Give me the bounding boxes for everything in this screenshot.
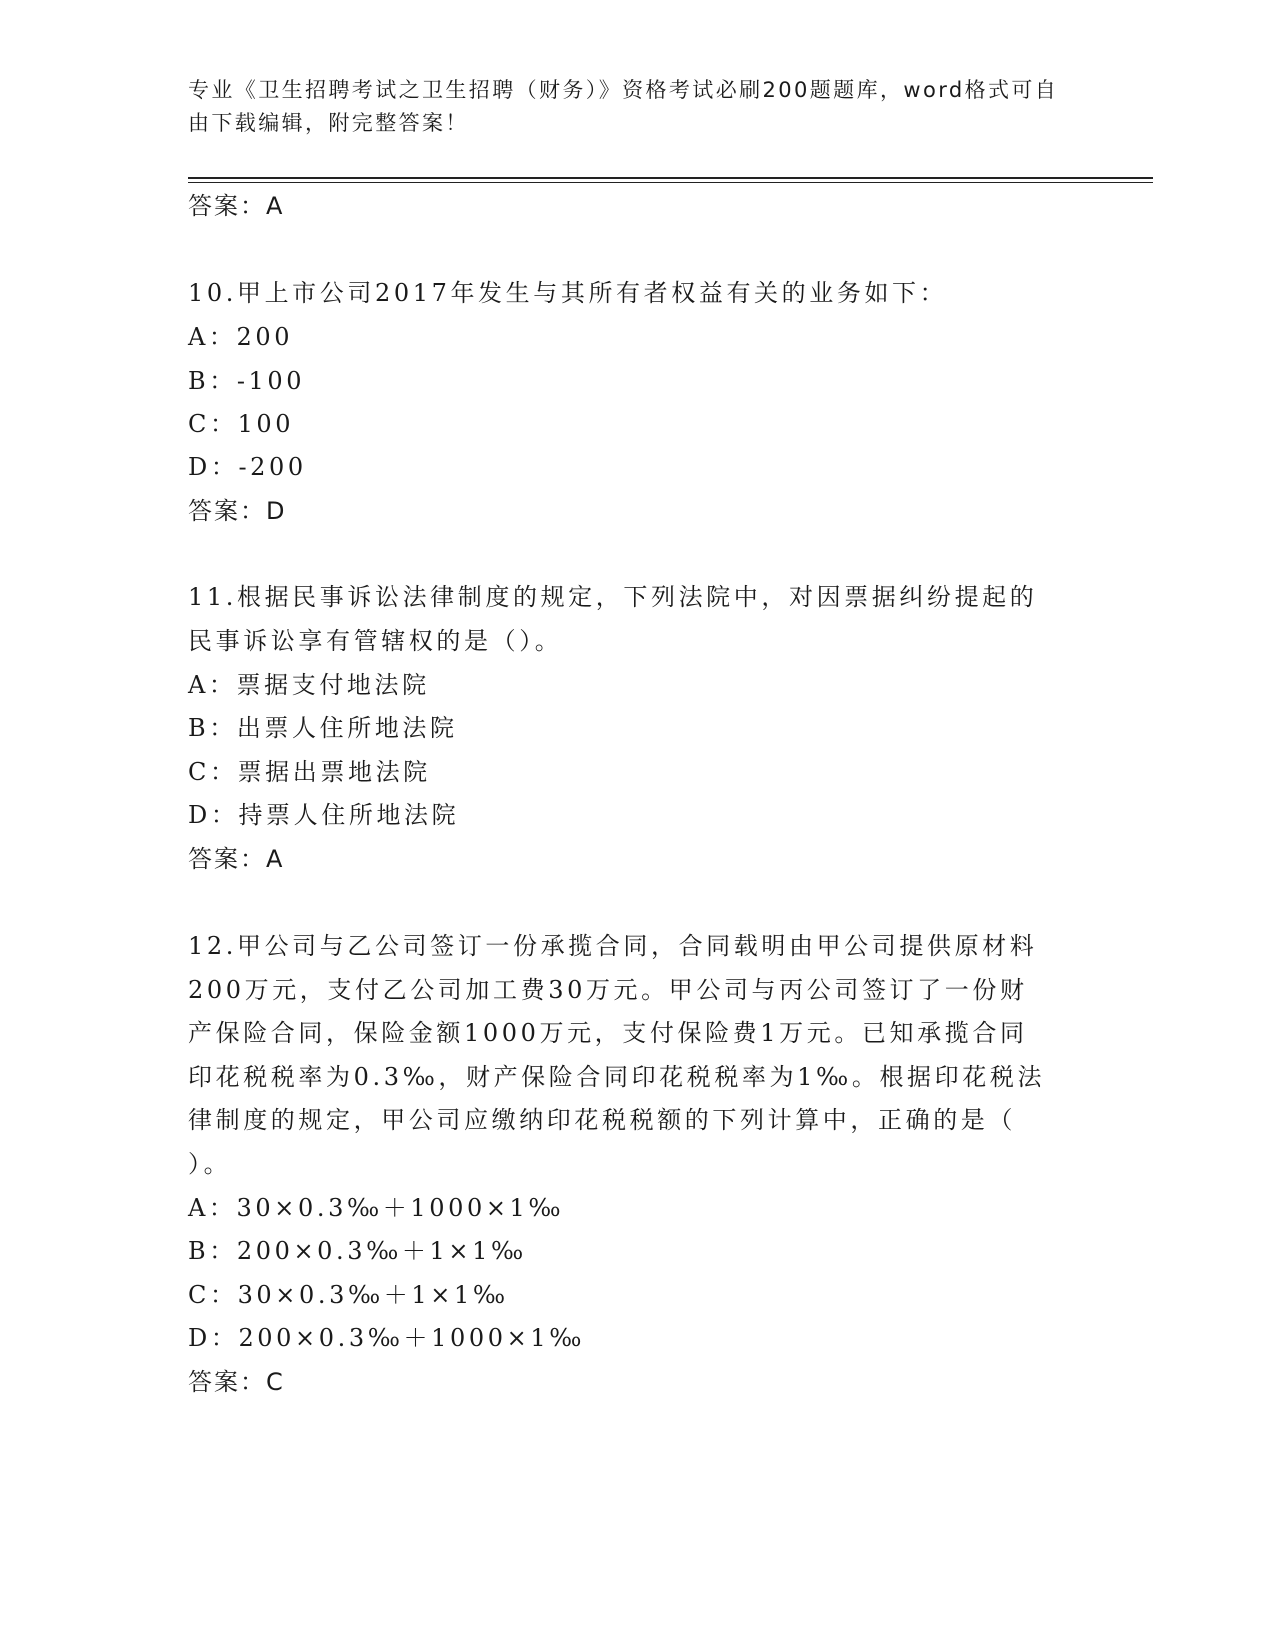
- document-header: 专业《卫生招聘考试之卫生招聘（财务）》资格考试必刷200题题库，word格式可自由下载编辑，附完整答案！: [188, 78, 1059, 135]
- question-12-option-a: A：30×0.3‰＋1000×1‰: [188, 1194, 565, 1222]
- question-12-option-b: B：200×0.3‰＋1×1‰: [188, 1237, 527, 1265]
- header-rule-thick: [188, 177, 1153, 179]
- question-10-option-c: C：100: [188, 410, 295, 438]
- question-10-stem: 10.甲上市公司2017年发生与其所有者权益有关的业务如下：: [188, 279, 948, 307]
- question-12-stem-line-3: 产保险合同，保险金额1000万元，支付保险费1万元。已知承揽合同: [188, 1019, 1028, 1047]
- question-12-stem-line-5: 律制度的规定，甲公司应缴纳印花税税额的下列计算中，正确的是（: [188, 1106, 1016, 1134]
- question-12-stem-line-4: 印花税税率为0.3‰，财产保险合同印花税税率为1‰。根据印花税法: [188, 1063, 1046, 1091]
- answer-12: 答案：C: [188, 1368, 285, 1396]
- question-11-option-a: A：票据支付地法院: [188, 671, 430, 699]
- answer-10: 答案：D: [188, 497, 287, 525]
- question-10-option-d: D：-200: [188, 453, 307, 481]
- question-11-option-b: B：出票人住所地法院: [188, 714, 458, 742]
- question-10-option-b: B：-100: [188, 367, 306, 395]
- question-11-option-d: D：持票人住所地法院: [188, 801, 460, 829]
- question-12-stem-line-6: ）。: [188, 1150, 232, 1178]
- question-12-stem-line-2: 200万元，支付乙公司加工费30万元。甲公司与丙公司签订了一份财: [188, 976, 1028, 1004]
- question-12-option-c: C：30×0.3‰＋1×1‰: [188, 1281, 509, 1309]
- header-rule-thin: [188, 182, 1153, 183]
- question-12-option-d: D：200×0.3‰＋1000×1‰: [188, 1324, 585, 1352]
- question-11-stem-line-2: 民事诉讼享有管辖权的是（）。: [188, 627, 563, 655]
- question-12-stem-line-1: 12.甲公司与乙公司签订一份承揽合同，合同载明由甲公司提供原材料: [188, 932, 1038, 960]
- question-10-option-a: A：200: [188, 323, 294, 351]
- question-11-option-c: C：票据出票地法院: [188, 758, 431, 786]
- answer-prev: 答案：A: [188, 192, 285, 220]
- answer-11: 答案：A: [188, 845, 285, 873]
- question-11-stem-line-1: 11.根据民事诉讼法律制度的规定，下列法院中，对因票据纠纷提起的: [188, 583, 1038, 611]
